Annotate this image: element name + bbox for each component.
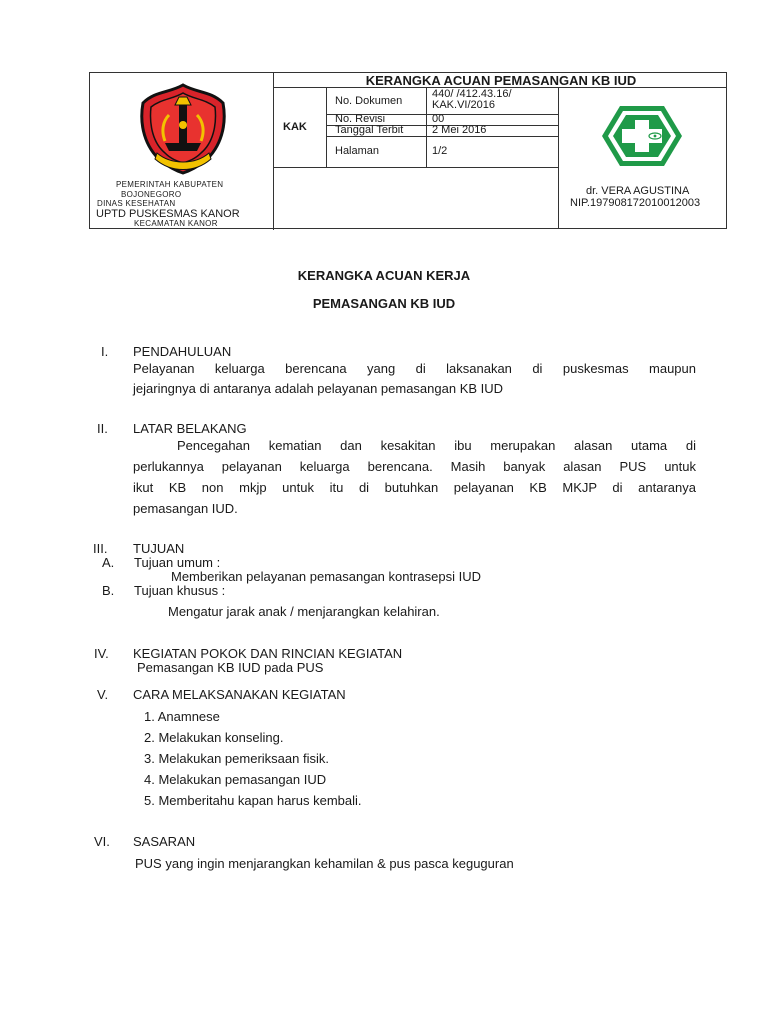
divider [273,73,274,230]
no-dokumen-value-1: 440/ /412.43.16/ [432,88,512,100]
paragraph-line: Pencegahan kematian dan kesakitan ibu merupakan alasan utama di [177,438,696,453]
paragraph-line: Pelayanan keluarga berencana yang di laksanakan di puskesmas maupun [133,361,696,376]
section-number: V. [97,687,109,702]
halaman-value: 1/2 [432,145,448,157]
subsection-letter: B. [102,583,115,598]
section-text: Pemasangan KB IUD pada PUS [137,660,324,675]
no-dokumen-label: No. Dokumen [335,95,403,107]
puskesmas-cross-logo [600,104,684,168]
list-item: 1. Anamnese [144,709,220,724]
section-paragraph [133,435,696,519]
subsection-heading: Tujuan khusus : [134,583,226,598]
section-number: III. [93,541,108,556]
org-line-3: DINAS KESEHATAN [97,199,176,208]
section-heading: CARA MELAKSANAKAN KEGIATAN [133,687,346,702]
section-number: VI. [94,834,110,849]
signatory-name: dr. VERA AGUSTINA [586,185,690,197]
section-number: I. [101,344,109,359]
subsection-text: Memberikan pelayanan pemasangan kontrasepsi IUD [171,569,482,584]
list-item: 3. Melakukan pemeriksaan fisik. [144,751,329,766]
section-heading: KEGIATAN POKOK DAN RINCIAN KEGIATAN [133,646,403,661]
org-line-4: UPTD PUSKESMAS KANOR [96,208,240,220]
list-item: 2. Melakukan konseling. [144,730,284,745]
subsection-letter: A. [102,555,115,570]
subsection-text: Mengatur jarak anak / menjarangkan kelahiran. [168,604,440,619]
section-heading: PENDAHULUAN [133,344,232,359]
paragraph-line: pemasangan IUD. [133,501,238,516]
no-revisi-value: 00 [432,113,445,125]
divider [273,167,558,168]
document-title: KERANGKA ACUAN PEMASANGAN KB IUD [365,73,637,88]
subsection-heading: Tujuan umum : [134,555,221,570]
section-heading: TUJUAN [133,541,185,556]
halaman-label: Halaman [335,145,380,157]
section-heading: LATAR BELAKANG [133,421,247,436]
section-heading: SASARAN [133,834,196,849]
paragraph-line: jejaringnya di antaranya adalah pelayanan pemasangan KB IUD [133,381,504,396]
section-number: IV. [94,646,109,661]
paragraph-line: perlukannya pelayanan keluarga berencana. Masih banyak alasan PUS untuk [133,459,696,474]
document-header-table [89,72,727,229]
divider [426,87,427,167]
section-text: PUS yang ingin menjarangkan kehamilan & pus pasca keguguran [135,856,514,871]
org-line-2: BOJONEGORO [121,190,182,199]
divider [326,136,558,137]
no-dokumen-value-2: KAK.VI/2016 [432,99,495,111]
signatory-nip: NIP.197908172010012003 [570,197,701,209]
page-title: KERANGKA ACUAN KERJA [297,268,471,283]
page-subtitle: PEMASANGAN KB IUD [312,296,456,311]
org-line-5: KECAMATAN KANOR [134,219,218,228]
list-item: 5. Memberitahu kapan harus kembali. [144,793,362,808]
section-number: II. [97,421,108,436]
divider [558,87,559,229]
divider [326,87,327,167]
org-line-1: PEMERINTAH KABUPATEN [116,180,224,189]
no-revisi-label: No. Revisi [335,113,386,125]
list-item: 4. Melakukan pemasangan IUD [144,772,327,787]
section-paragraph [133,359,696,399]
tanggal-terbit-label: Tanggal Terbit [335,124,404,136]
bojonegoro-emblem-logo [135,81,231,177]
document-type: KAK [283,121,307,133]
paragraph-line: ikut KB non mkjp untuk itu di butuhkan pelayanan KB MKJP di antaranya [133,480,696,495]
tanggal-terbit-value: 2 Mei 2016 [432,124,487,136]
